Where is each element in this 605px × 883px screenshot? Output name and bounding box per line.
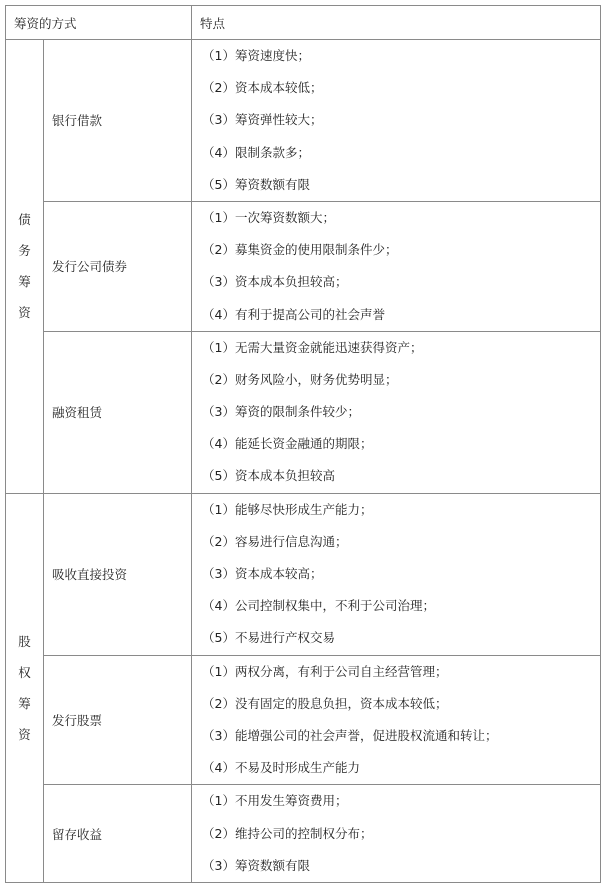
header-row xyxy=(6,6,601,40)
feature-item: （4）不易及时形成生产能力 xyxy=(202,760,360,776)
method-name: 银行借款 xyxy=(44,40,192,202)
table-row xyxy=(6,331,601,493)
header-method: 筹资的方式 xyxy=(6,6,192,40)
feature-item: （4）能延长资金融通的期限； xyxy=(202,436,373,452)
feature-item: （1）两权分离，有利于公司自主经营管理； xyxy=(202,663,448,679)
features-cell xyxy=(192,493,601,655)
features-cell xyxy=(192,331,601,493)
feature-item: （1）无需大量资金就能迅速获得资产； xyxy=(202,339,423,355)
feature-item: （4）公司控制权集中，不利于公司治理； xyxy=(202,598,435,614)
feature-item: （3）筹资弹性较大； xyxy=(202,112,323,128)
feature-item: （2）募集资金的使用限制条件少； xyxy=(202,242,398,258)
features-cell xyxy=(192,201,601,331)
financing-methods-table xyxy=(5,5,601,883)
feature-item: （2）财务风险小，财务优势明显； xyxy=(202,371,398,387)
feature-item: （3）资本成本负担较高； xyxy=(202,274,348,290)
method-name: 发行股票 xyxy=(44,655,192,785)
table-row xyxy=(6,40,601,202)
method-name: 融资租赁 xyxy=(44,331,192,493)
feature-item: （2）没有固定的股息负担，资本成本较低； xyxy=(202,695,448,711)
table-row xyxy=(6,201,601,331)
feature-item: （1）一次筹资数额大； xyxy=(202,209,335,225)
category-equity-financing: 股 权 筹 资 xyxy=(6,493,44,882)
features-cell xyxy=(192,785,601,883)
feature-item: （2）容易进行信息沟通； xyxy=(202,533,348,549)
method-name: 留存收益 xyxy=(44,785,192,883)
feature-item: （5）不易进行产权交易 xyxy=(202,630,335,646)
method-name: 吸收直接投资 xyxy=(44,493,192,655)
feature-item: （1）能够尽快形成生产能力； xyxy=(202,501,373,517)
method-name: 发行公司债券 xyxy=(44,201,192,331)
table-row xyxy=(6,493,601,655)
table-row xyxy=(6,655,601,785)
feature-item: （1）筹资速度快； xyxy=(202,48,310,63)
feature-item: （1）不用发生筹资费用； xyxy=(202,793,348,809)
feature-item: （3）资本成本较高； xyxy=(202,566,323,581)
feature-item: （3）能增强公司的社会声誉，促进股权流通和转让； xyxy=(202,727,498,743)
category-debt-financing: 债 务 筹 资 xyxy=(6,40,44,494)
feature-item: （4）限制条款多； xyxy=(202,144,310,160)
features-cell xyxy=(192,655,601,785)
feature-item: （5）筹资数额有限 xyxy=(202,176,310,192)
feature-item: （5）资本成本负担较高 xyxy=(202,468,335,484)
features-cell xyxy=(192,40,601,202)
table-row xyxy=(6,785,601,883)
header-features: 特点 xyxy=(192,6,601,40)
feature-item: （2）维持公司的控制权分布； xyxy=(202,825,373,841)
feature-item: （3）筹资数额有限 xyxy=(202,857,310,873)
feature-item: （4）有利于提高公司的社会声誉 xyxy=(202,306,385,322)
feature-item: （3）筹资的限制条件较少； xyxy=(202,404,360,420)
feature-item: （2）资本成本较低； xyxy=(202,80,323,96)
